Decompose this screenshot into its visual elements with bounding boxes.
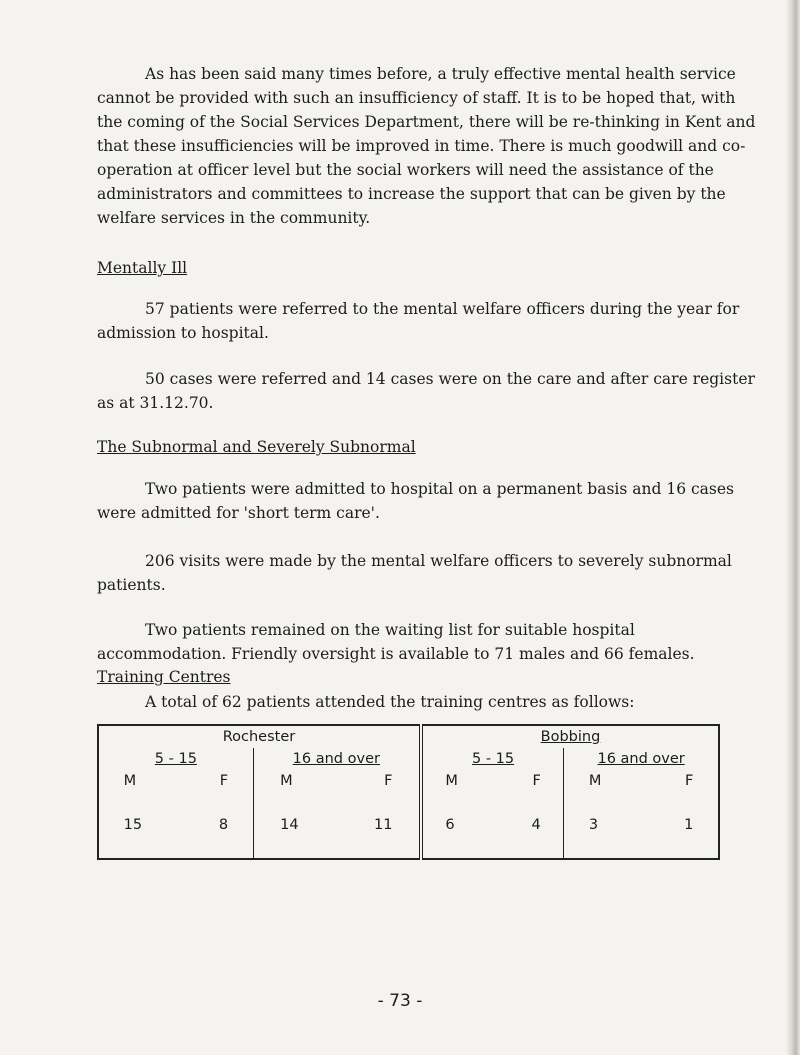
sex-header: M F [564, 770, 719, 792]
visits-paragraph: 206 visits were made by the mental welfare officers to severely subnormal patients. [97, 552, 732, 594]
heading-subnormal: The Subnormal and Severely Subnormal [97, 438, 416, 456]
table-cell: 3 1 [564, 814, 719, 836]
age-band-header: 5 - 15 [154, 751, 197, 767]
page-edge-shadow [786, 0, 800, 1055]
heading-training-centres: Training Centres [97, 668, 231, 686]
sex-header: M F [253, 770, 421, 792]
care-register-paragraph: 50 cases were referred and 14 cases were on the care and after care register as at 31.12.70. [97, 370, 755, 412]
age-band-header: 16 and over [564, 748, 719, 770]
group-header-bobbing: Bobbing [421, 725, 719, 748]
age-band-header: 16 and over [253, 748, 421, 770]
page-number: - 73 - [377, 991, 423, 1011]
table-cell: 14 11 [253, 814, 421, 836]
training-centres-table [97, 724, 720, 860]
waiting-list-paragraph: Two patients remained on the waiting list for suitable hospital accommodation. Friendly oversight is available to 71 males and 66 females. [97, 621, 695, 663]
age-band-header: 5 - 15 [421, 748, 564, 770]
table-cell: 15 8 [123, 817, 229, 833]
group-header-rochester: Rochester [222, 729, 296, 745]
sex-header: M F [123, 773, 229, 789]
heading-mentally-ill: Mentally Ill [97, 259, 188, 277]
referrals-paragraph: 57 patients were referred to the mental welfare officers during the year for admission to hospital. [97, 300, 740, 342]
training-intro-paragraph: A total of 62 patients attended the training centres as follows: [145, 693, 635, 711]
sex-header: M F [421, 770, 564, 792]
admissions-paragraph: Two patients were admitted to hospital on a permanent basis and 16 cases were admitted for 'short term care'. [97, 480, 734, 522]
table-cell: 6 4 [421, 814, 564, 836]
intro-paragraph: As has been said many times before, a truly effective mental health service cannot be provided with such an insufficiency of staff. It is to be hoped that, with the coming of the Social Services Department, there will be re-thinking in Kent and that these insufficiencies will be improved in time. There is much goodwill and co-operation at officer level but the social workers will need the assistance of the administrators and committees to increase the support that can be given by the welfare services in the community. [97, 65, 756, 227]
